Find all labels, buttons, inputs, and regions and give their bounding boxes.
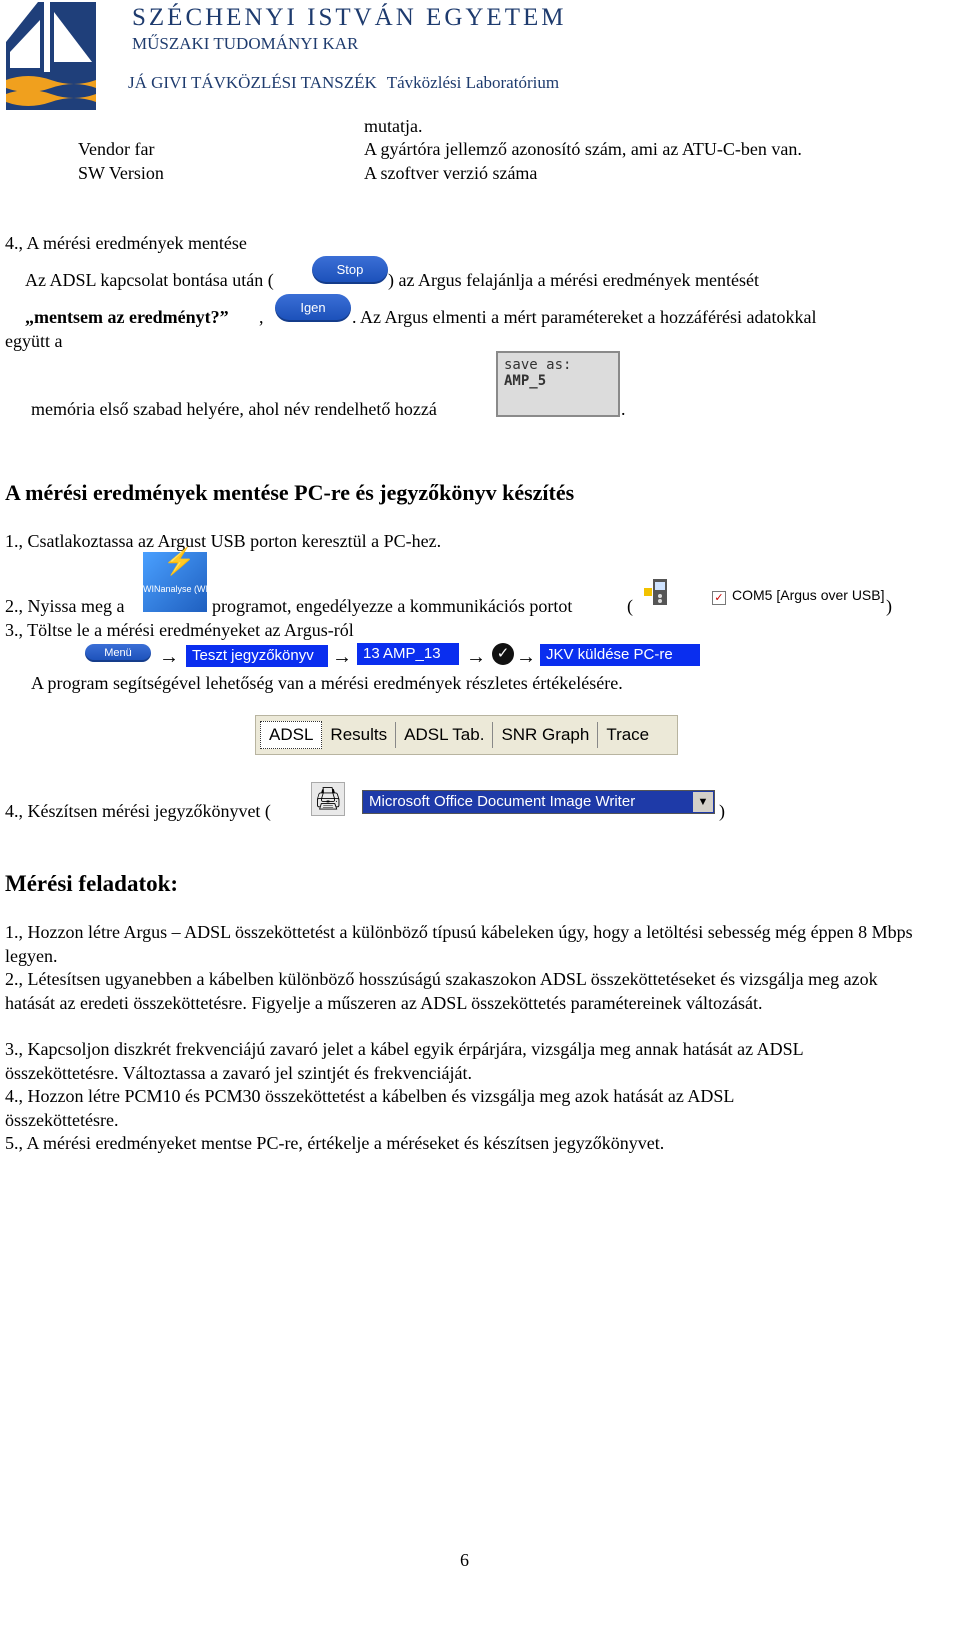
task-item-4 [5,1085,845,1132]
save-question: „mentsem az eredményt?” [25,307,229,327]
desc-sw-version: A szoftver verzió száma [364,163,538,183]
menu-button[interactable]: Menü [85,644,151,662]
task-number: 4., [5,1086,23,1106]
arrow-right-icon: → [159,646,179,668]
section4-title: 4., A mérési eredmények mentése [5,233,247,253]
save-as-value: AMP_5 [504,373,547,389]
pc-step4-after: ) [719,801,725,821]
printer-select-value: Microsoft Office Document Image Writer [369,793,636,810]
pc-step2-before: 2., Nyissa meg a [5,596,125,616]
program-note: A program segítségével lehetőség van a mérési eredmények részletes értékelésére. [31,673,623,693]
tasks-title: Mérési feladatok: [5,871,179,896]
tab-adsl[interactable]: ADSL [260,721,322,749]
printer-select[interactable] [362,790,715,814]
department-line [128,73,559,93]
task-number: 3., [5,1039,23,1059]
tab-snr-graph[interactable]: SNR Graph [493,722,598,748]
section4-line3: memória első szabad helyére, ahol név rendelhető hozzá [31,399,437,419]
device-port-icon [641,576,675,610]
tab-adsl-table[interactable]: ADSL Tab. [396,722,493,748]
task-text: Kapcsoljon diszkrét frekvenciájú zavaró jelet a kábel egyik érpárjára, vizsgálja meg annak hatását az ADSL összeköttetésre. Változtassa a zavaró jel szintjét és frekvenciáját. [5,1039,803,1083]
university-logo [6,2,96,110]
task-item-2 [5,968,905,1015]
paren-close: ) [886,596,892,616]
com-port-option[interactable] [712,587,885,605]
pc-section-title: A mérési eredmények mentése PC-re és jegyzőkönyv készítés [5,480,575,505]
section4-line2-after: . Az Argus elmenti a mért paramétereket a hozzáférési adatokkal [352,307,817,327]
paren-open: ( [627,596,633,616]
task-number: 5., [5,1133,23,1153]
save-as-label: save as: [504,357,572,373]
department-name: JÁ GIVI TÁVKÖZLÉSI TANSZÉK [128,73,377,92]
pc-step4-before: 4., Készítsen mérési jegyzőkönyvet ( [5,801,271,821]
tab-results[interactable]: Results [322,722,396,748]
task-item-1 [5,921,917,968]
winanalyse-app-icon[interactable] [143,546,235,612]
term-vendor-far: Vendor far [78,139,155,159]
task-item-5 [5,1132,905,1156]
record-item[interactable]: 13 AMP_13 [357,643,459,665]
section4-line1-after: ) az Argus felajánlja a mérési eredmények mentését [388,270,760,290]
lab-name: Távközlési Laboratórium [386,73,560,92]
comma: , [259,307,264,327]
section4-line1-before: Az ADSL kapcsolat bontása után ( [25,270,274,290]
tab-trace[interactable]: Trace [606,725,650,744]
winanalyse-tab-bar [255,715,678,755]
chevron-down-icon[interactable]: ▼ [693,792,713,812]
ok-check-icon[interactable]: ✓ [492,643,514,665]
faculty-name: MŰSZAKI TUDOMÁNYI KAR [132,34,359,53]
pc-step2-after: programot, engedélyezze a kommunikációs portot [212,596,573,616]
university-name: SZÉCHENYI ISTVÁN EGYETEM [132,4,567,31]
pc-step1: 1., Csatlakoztassa az Argust USB porton keresztül a PC-hez. [5,531,442,551]
continued-text: mutatja. [364,116,423,136]
page-number: 6 [460,1550,469,1570]
section4-line2-cont: együtt a [5,331,63,351]
com-port-label: COM5 [Argus over USB] [732,587,885,603]
task-text: Hozzon létre Argus – ADSL összeköttetést a különböző típusú kábeleken úgy, hogy a letöltési sebesség még éppen 8 Mbps legyen. [5,922,913,966]
task-item-3 [5,1038,917,1085]
desc-vendor-far: A gyártóra jellemző azonosító szám, ami az ATU-C-ben van. [364,139,802,159]
period: . [621,399,626,419]
save-as-screen [496,351,620,417]
yes-button[interactable]: Igen [275,294,351,322]
task-text: Hozzon létre PCM10 és PCM30 összeköttetést a kábelben és vizsgálja meg azok hatását az ADSL összeköttetésre. [5,1086,734,1130]
term-sw-version: SW Version [78,163,164,183]
arrow-right-icon: → [332,646,352,668]
lightning-icon: ⚡ [163,546,196,576]
arrow-right-icon: → [516,646,536,668]
task-number: 2., [5,969,23,989]
stop-button[interactable]: Stop [312,256,388,284]
checkbox-checked-icon[interactable]: ✓ [712,591,726,605]
pc-step3: 3., Töltse le a mérési eredményeket az Argus-ról [5,620,354,640]
task-text: A mérési eredményeket mentse PC-re, értékelje a méréseket és készítsen jegyzőkönyvet. [26,1133,665,1153]
arrow-right-icon: → [466,646,486,668]
task-number: 1., [5,922,23,942]
send-report-pc-item[interactable]: JKV küldése PC-re [540,644,700,666]
test-report-item[interactable]: Teszt jegyzőkönyv [186,645,328,667]
printer-icon[interactable]: 🖨 [311,782,345,816]
winanalyse-label: WINanalyse (WINplus) [143,584,235,594]
task-text: Létesítsen ugyanebben a kábelben különböző hosszúságú szakaszokon ADSL összeköttetéseket és vizsgálja meg azok hatását az eredeti összeköttetésre. Figyelje a műszeren az ADSL összeköttetés paramétereinek változását. [5,969,878,1013]
